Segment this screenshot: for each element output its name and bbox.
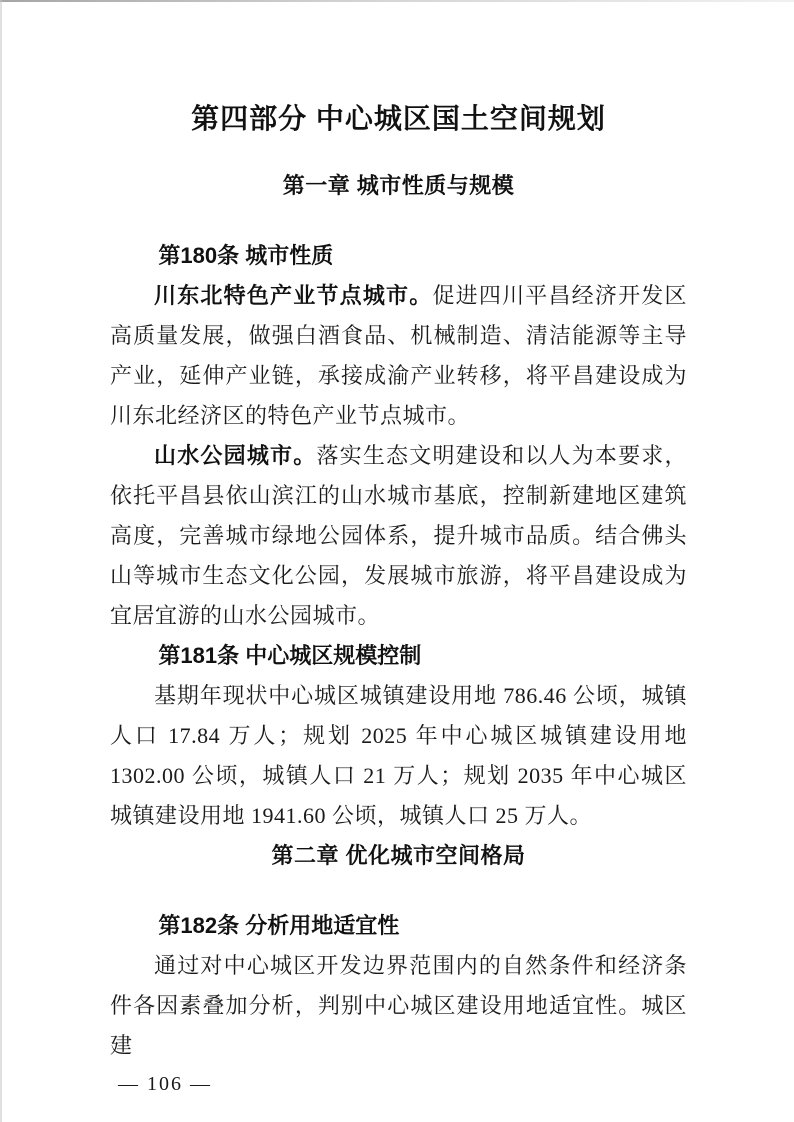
article-180-paragraph-1	[110, 276, 687, 436]
scan-artifact-left-edge	[0, 0, 2, 1122]
article-180-paragraph-2-lead: 山水公园城市。	[154, 443, 317, 468]
scan-artifact-top-edge	[0, 0, 794, 2]
chapter-2-heading: 第二章 优化城市空间格局	[271, 843, 526, 868]
chapter-1-heading: 第一章 城市性质与规模	[282, 173, 515, 198]
page-number: — 106 —	[118, 1073, 212, 1095]
article-182-paragraph: 通过对中心城区开发边界范围内的自然条件和经济条件各因素叠加分析，判别中心城区建设用地适宜性。城区建	[110, 953, 687, 1058]
article-180-paragraph-2-text: 落实生态文明建设和以人为本要求，依托平昌县依山滨江的山水城市基底，控制新建地区建筑高度，完善城市绿地公园体系，提升城市品质。结合佛头山等城市生态文化公园，发展城市旅游，将平昌建设成为宜居宜游的山水公园城市。	[110, 443, 687, 628]
document-title: 第四部分 中心城区国土空间规划	[191, 103, 606, 134]
article-180-paragraph-2	[110, 436, 687, 636]
article-182-heading: 第182条 分析用地适宜性	[158, 913, 400, 938]
page-content	[0, 99, 794, 1102]
article-181-paragraph: 基期年现状中心城区城镇建设用地 786.46 公顷，城镇人口 17.84 万人；规划 2025 年中心城区城镇建设用地 1302.00 公顷，城镇人口 21 万人；规划 2035 年中心城区城镇建设用地 1941.60 公顷，城镇人口 25 万人。	[110, 683, 687, 828]
article-180-paragraph-1-text: 促进四川平昌经济开发区高质量发展，做强白酒食品、机械制造、清洁能源等主导产业，延伸产业链，承接成渝产业转移，将平昌建设成为川东北经济区的特色产业节点城市。	[110, 283, 687, 428]
article-180-paragraph-1-lead: 川东北特色产业节点城市。	[154, 283, 433, 308]
article-180-heading: 第180条 城市性质	[158, 243, 334, 268]
article-181-heading: 第181条 中心城区规模控制	[158, 643, 422, 668]
